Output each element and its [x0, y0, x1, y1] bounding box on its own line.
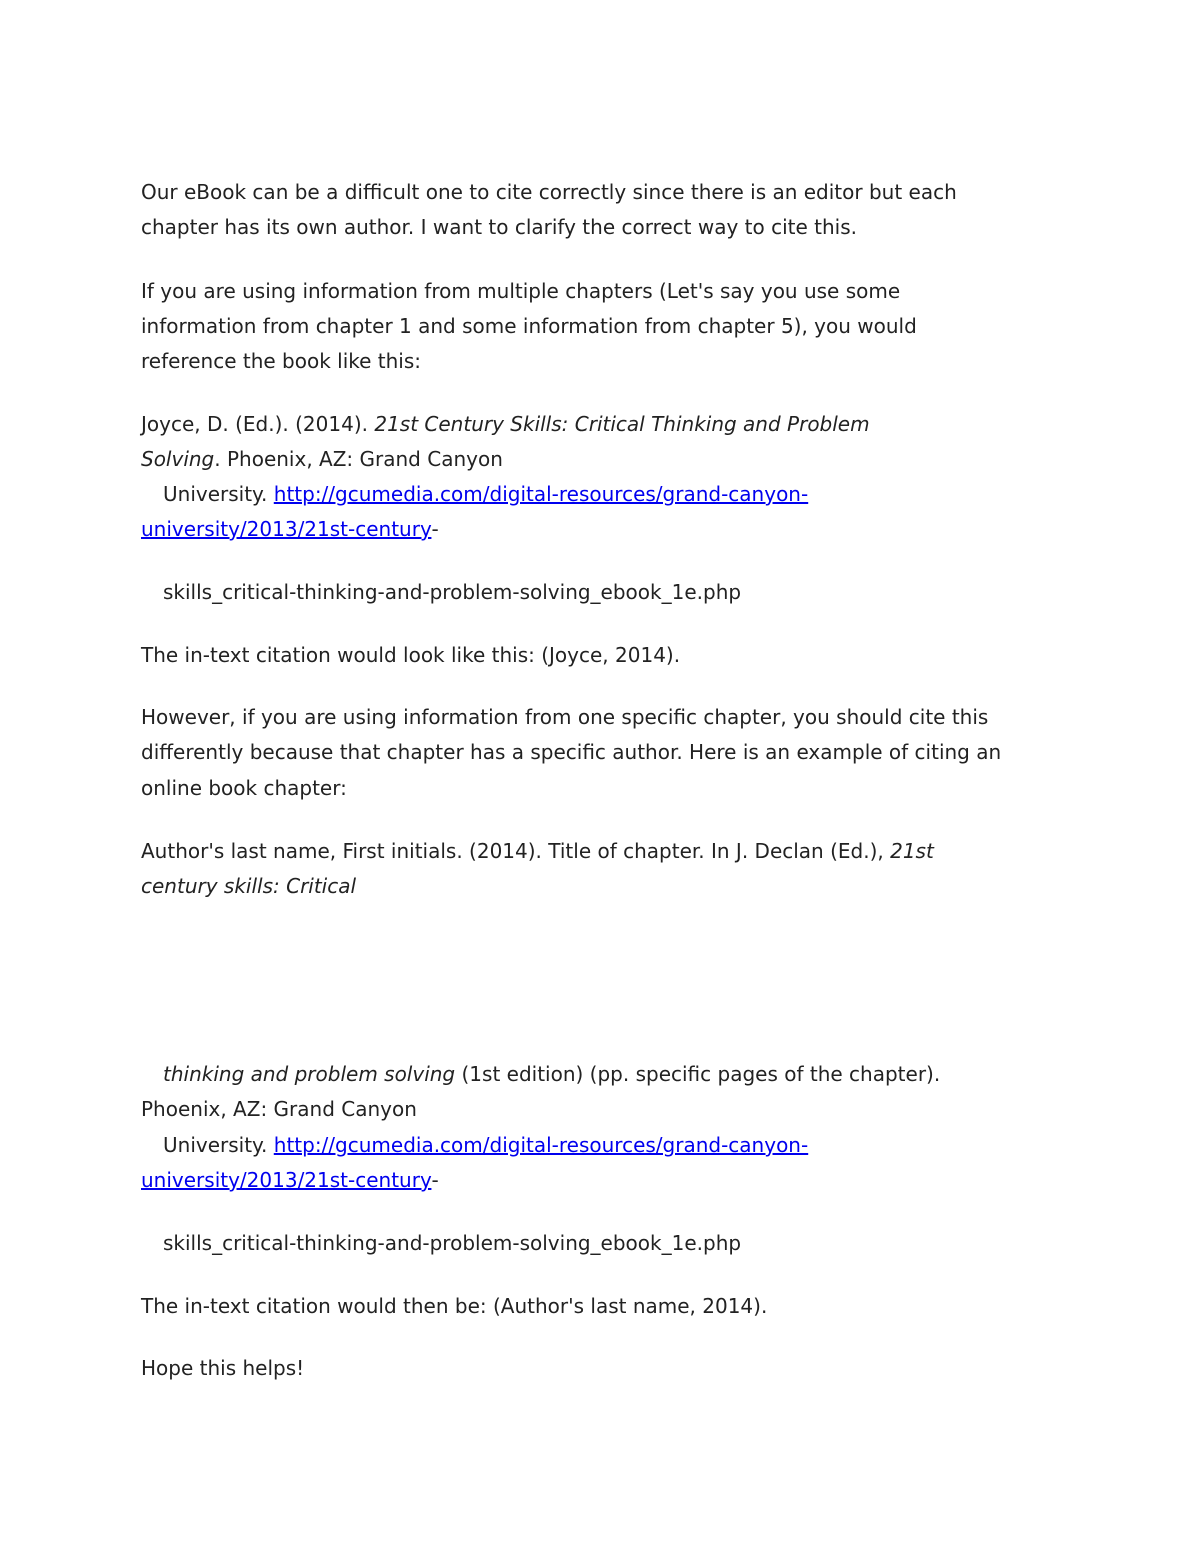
paragraph-1-line-1: Our eBook can be a difficult one to cite correctly since there is an editor but each: [141, 180, 957, 204]
reference-2-edition: (1st edition) (pp. specific pages of the chapter).: [455, 1062, 941, 1086]
reference-1-dash: -: [431, 517, 439, 541]
intext-citation-2: The in-text citation would then be: (Author's last name, 2014).: [141, 1294, 768, 1318]
reference-1-link-part-2[interactable]: university/2013/21st-century: [141, 517, 432, 541]
paragraph-2-line-1: If you are using information from multiple chapters (Let's say you use some: [141, 279, 901, 303]
reference-1-publisher: . Phoenix, AZ: Grand Canyon: [214, 447, 503, 471]
reference-1-line-1: [141, 411, 870, 437]
intext-citation-1: The in-text citation would look like this: (Joyce, 2014).: [141, 643, 681, 667]
closing-line: Hope this helps!: [141, 1356, 305, 1380]
reference-2-link-part-1[interactable]: http://gcumedia.com/digital-resources/grand-canyon-: [273, 1133, 809, 1157]
paragraph-2-line-2: information from chapter 1 and some information from chapter 5), you would: [141, 314, 917, 338]
reference-2-line-1: [141, 838, 934, 864]
reference-2-link-part-2[interactable]: university/2013/21st-century: [141, 1168, 432, 1192]
reference-1-link-part-1[interactable]: http://gcumedia.com/digital-resources/grand-canyon-: [273, 482, 809, 506]
reference-1-line-3: [163, 481, 808, 507]
reference-2-dash: -: [431, 1168, 439, 1192]
paragraph-1-line-2: chapter has its own author. I want to clarify the correct way to cite this.: [141, 215, 858, 239]
reference-2-line-3: [163, 1061, 940, 1087]
paragraph-3-line-2: differently because that chapter has a specific author. Here is an example of citing an: [141, 740, 1002, 764]
reference-1-title-part-1: 21st Century Skills: Critical Thinking and Problem: [374, 412, 870, 436]
reference-2-line-5: [163, 1132, 808, 1158]
reference-1-university: University.: [163, 482, 274, 506]
reference-1-line-2: [141, 446, 503, 472]
reference-1-line-4: [141, 516, 439, 542]
reference-2-title-part-3: thinking and problem solving: [163, 1062, 456, 1086]
reference-1-title-part-2: Solving: [141, 447, 215, 471]
paragraph-3-line-3: online book chapter:: [141, 776, 347, 800]
reference-2-line-6: [141, 1167, 439, 1193]
reference-1-author: Joyce, D. (Ed.). (2014).: [141, 412, 375, 436]
reference-2-author: Author's last name, First initials. (2014). Title of chapter. In J. Declan (Ed.),: [141, 839, 891, 863]
reference-2-title-part-1: 21st: [890, 839, 934, 863]
reference-2-title-part-2: century skills: Critical: [141, 874, 357, 898]
paragraph-3-line-1: However, if you are using information from one specific chapter, you should cite this: [141, 705, 989, 729]
reference-2-university: University.: [163, 1133, 274, 1157]
reference-2-publisher: Phoenix, AZ: Grand Canyon: [141, 1097, 417, 1121]
paragraph-2-line-3: reference the book like this:: [141, 349, 422, 373]
reference-2-link-tail: skills_critical-thinking-and-problem-solving_ebook_1e.php: [163, 1231, 742, 1255]
reference-1-link-tail: skills_critical-thinking-and-problem-solving_ebook_1e.php: [163, 580, 742, 604]
